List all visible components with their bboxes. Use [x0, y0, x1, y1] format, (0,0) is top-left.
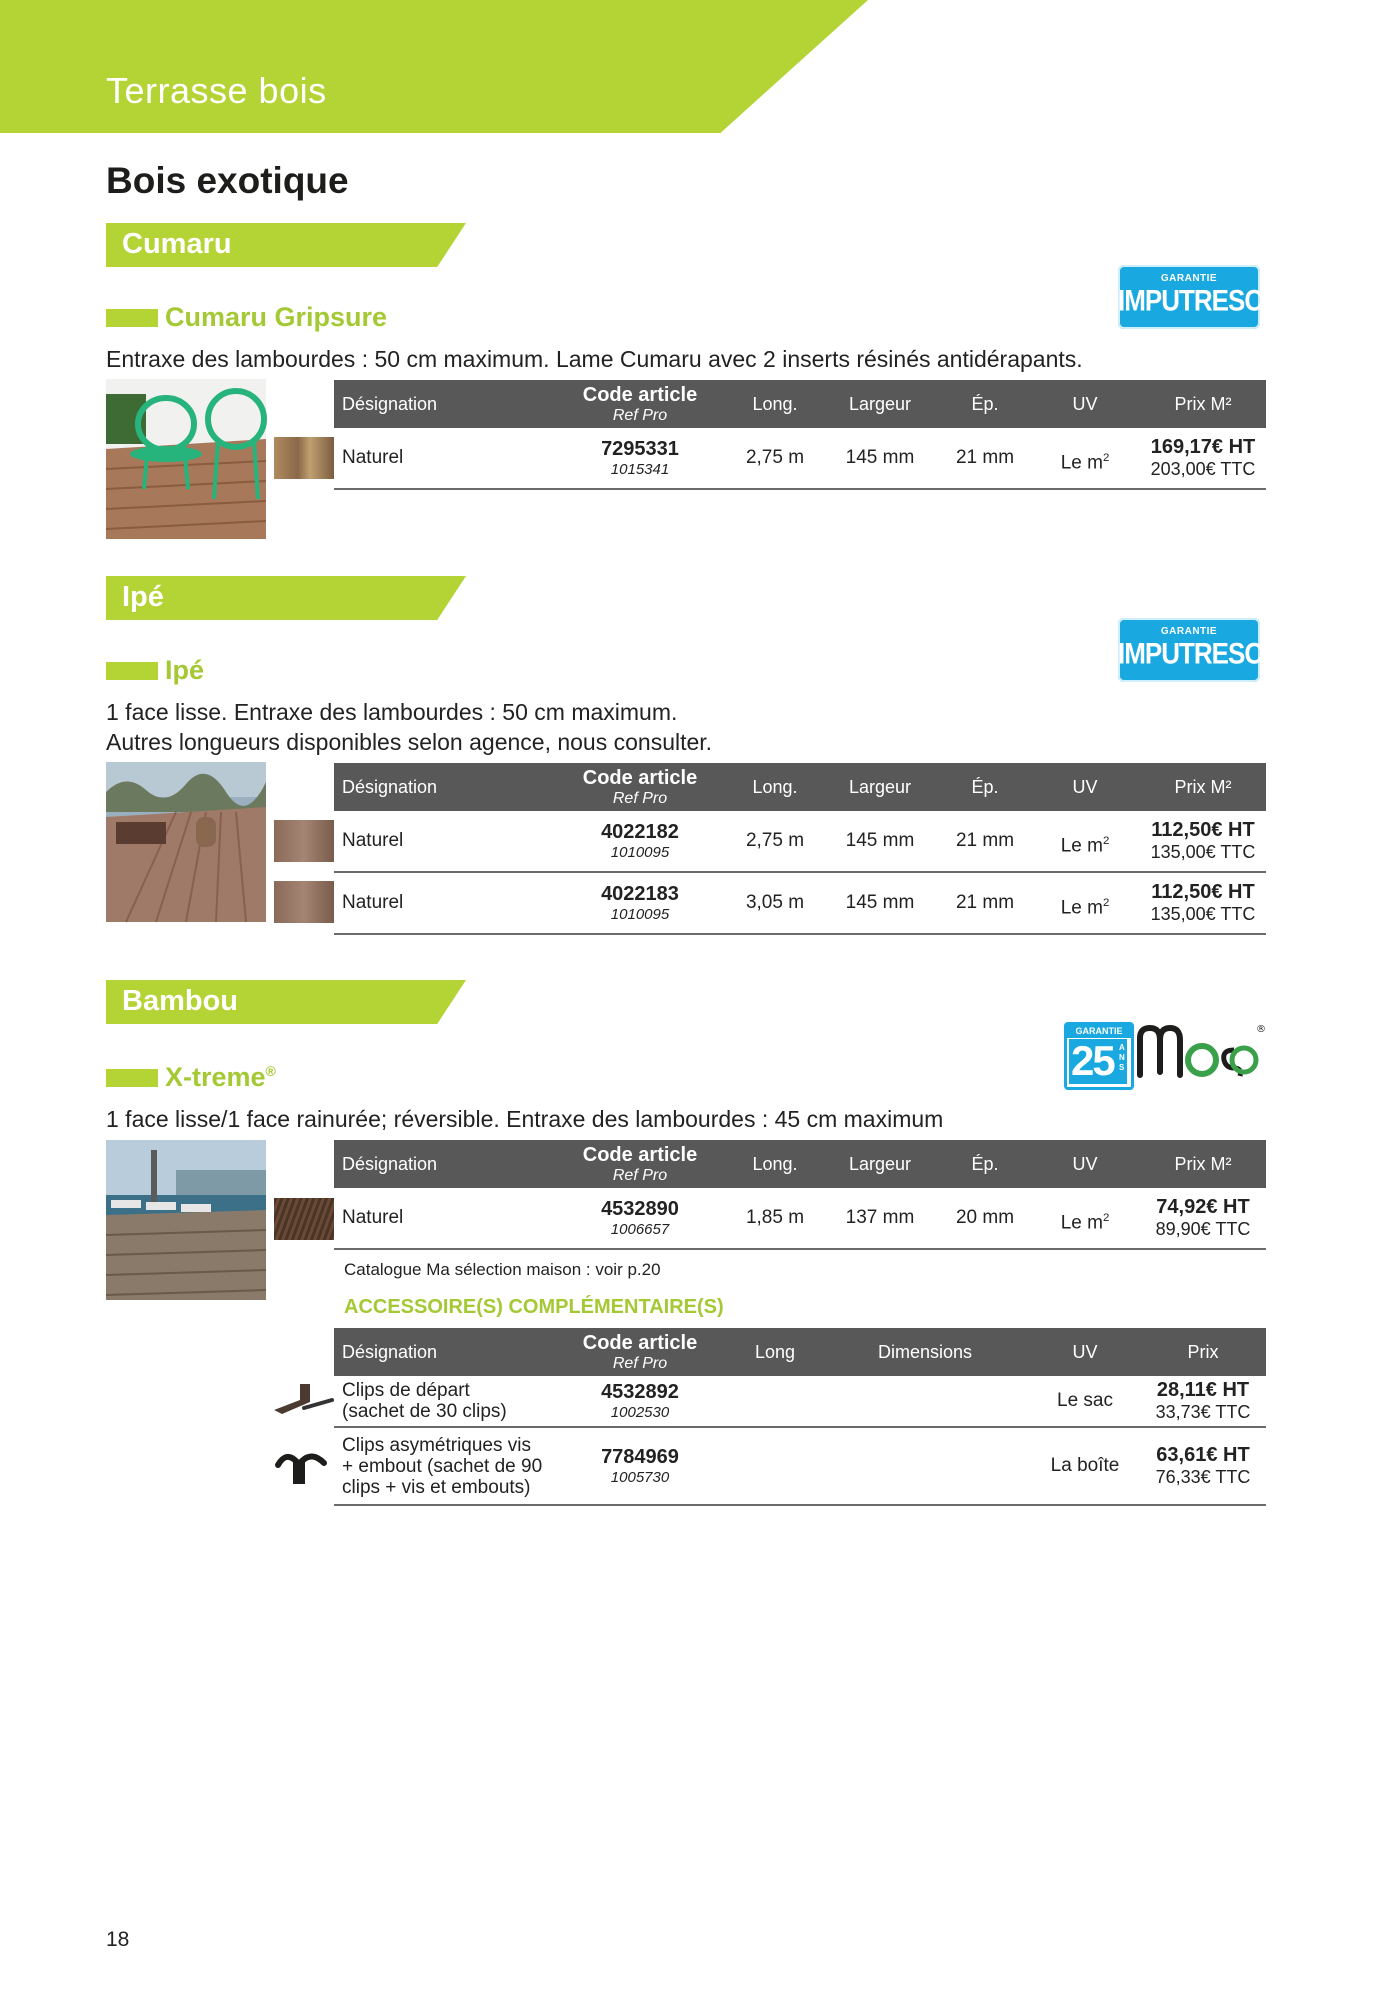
product-photo-ipe: [106, 762, 266, 922]
product-description: 1 face lisse/1 face rainurée; réversible. Entraxe des lambourdes : 45 cm maximum: [106, 1106, 944, 1132]
table-header: Désignation Code article Ref Pro Long. Largeur Ép. UV Prix M²: [334, 763, 1266, 811]
section-title-bambou: Bambou: [122, 985, 238, 1017]
product-description: 1 face lisse. Entraxe des lambourdes : 50 cm maximum.: [106, 699, 678, 725]
product-photo-bambou: [106, 1140, 266, 1300]
product-marker: [106, 309, 158, 327]
product-marker: [106, 662, 158, 680]
terrace-photo-image: [106, 762, 266, 922]
table-row: Naturel 4532890 1006657 1,85 m 137 mm 20 mm Le $m^2$ 74,92€ HT 89,90€ TTC: [334, 1188, 1266, 1250]
imputrescible-badge: GARANTIE IMPUTRESCIBLE: [1118, 265, 1260, 329]
moso-guarantee-badge: GARANTIE 25 ANS ®: [1064, 1020, 1264, 1088]
table-row: Clips asymétriques vis + embout (sachet de 90 clips + vis et embouts) 7784969 1005730 La boîte 63,61€ HT 76,33€ TTC: [334, 1428, 1266, 1506]
moso-logo-icon: [1134, 1020, 1264, 1088]
page-number: 18: [106, 1928, 130, 1951]
accessories-title: ACCESSOIRE(S) COMPLÉMENTAIRE(S): [344, 1296, 724, 1318]
bamboo-swatch: [274, 1198, 334, 1240]
table-row: Clips de départ (sachet de 30 clips) 4532892 1002530 Le sac 28,11€ HT 33,73€ TTC: [334, 1376, 1266, 1428]
terrace-photo-image: [106, 379, 266, 539]
table-row: Naturel 4022183 1010095 3,05 m 145 mm 21 mm Le $m^2$ 112,50€ HT 135,00€ TTC: [334, 873, 1266, 935]
wood-swatch: [274, 820, 334, 862]
table-header: Désignation Code article Ref Pro Long. Largeur Ép. UV Prix M²: [334, 1140, 1266, 1188]
product-description: Entraxe des lambourdes : 50 cm maximum. Lame Cumaru avec 2 inserts résinés antidérapants.: [106, 346, 1083, 372]
table-row: Naturel 7295331 1015341 2,75 m 145 mm 21 mm Le $m^2$ 169,17€ HT 203,00€ TTC: [334, 428, 1266, 490]
product-title-x-treme: X-treme®: [165, 1062, 276, 1092]
product-photo-cumaru: [106, 379, 266, 539]
catalogue-note: Catalogue Ma sélection maison : voir p.20: [344, 1260, 661, 1279]
wood-swatch: [274, 881, 334, 923]
product-title-ipe: Ipé: [165, 655, 205, 685]
table-row: Naturel 4022182 1010095 2,75 m 145 mm 21 mm Le $m^2$ 112,50€ HT 135,00€ TTC: [334, 811, 1266, 873]
product-description: Autres longueurs disponibles selon agence, nous consulter.: [106, 729, 713, 755]
clip-asym-icon: [272, 1445, 332, 1485]
section-title-cumaru: Cumaru: [122, 228, 232, 260]
header-title: Terrasse bois: [106, 70, 327, 111]
page-title: Bois exotique: [106, 160, 349, 201]
terrace-photo-image: [106, 1140, 266, 1300]
svg-text:®: ®: [1256, 1024, 1266, 1035]
table-header: Désignation Code article Ref Pro Long. Largeur Ép. UV Prix M²: [334, 380, 1266, 428]
clip-start-icon: [270, 1380, 336, 1420]
product-marker: [106, 1069, 158, 1087]
product-title-cumaru-gripsure: Cumaru Gripsure: [165, 302, 388, 332]
accessories-table-header: Désignation Code article Ref Pro Long Dimensions UV Prix: [334, 1328, 1266, 1376]
header-banner: [0, 0, 868, 133]
imputrescible-badge: GARANTIE IMPUTRESCIBLE: [1118, 618, 1260, 682]
section-title-ipe: Ipé: [122, 581, 164, 613]
wood-swatch: [274, 437, 334, 479]
